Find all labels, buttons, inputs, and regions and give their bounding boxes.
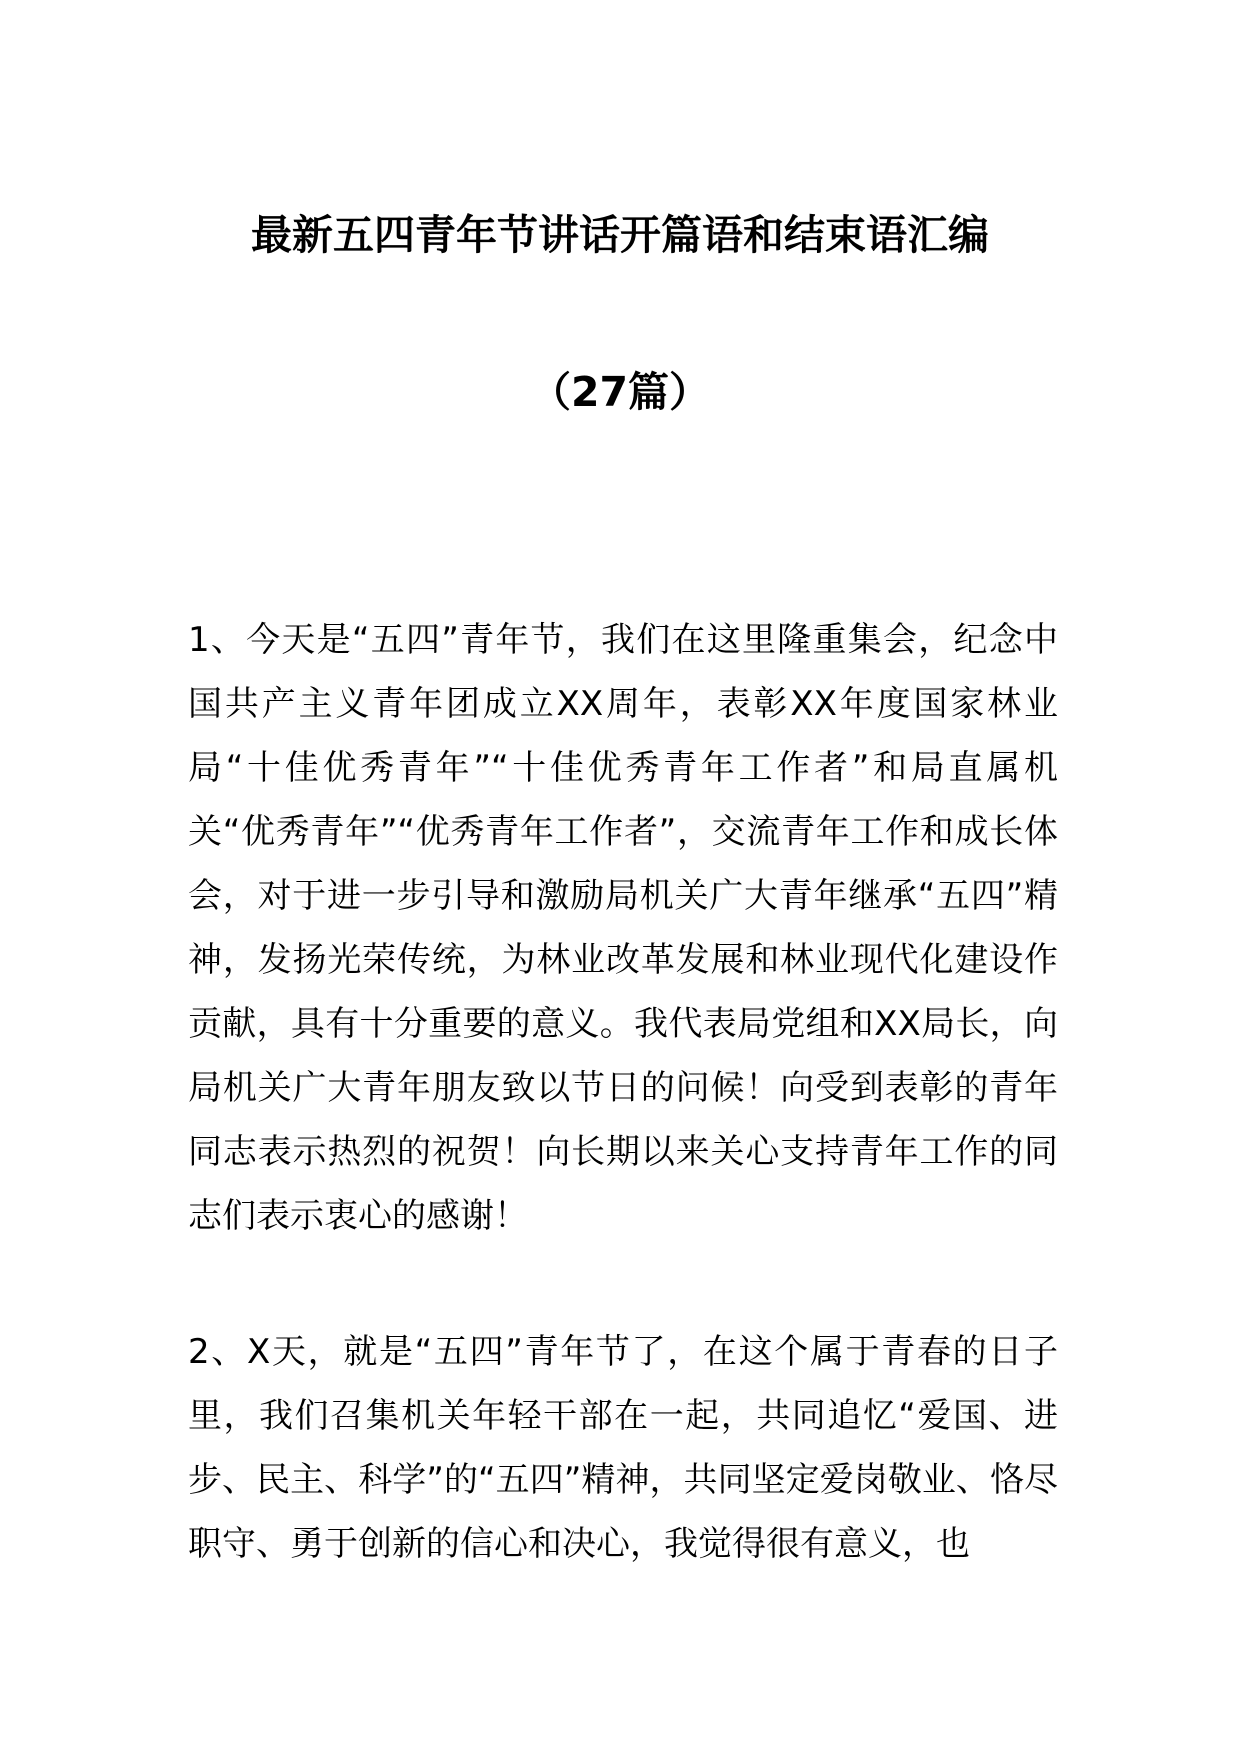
document-subtitle: （27篇）	[529, 368, 711, 416]
document-title: 最新五四青年节讲话开篇语和结束语汇编	[251, 211, 989, 259]
paragraph-1: 1、今天是“五四”青年节，我们在这里隆重集会，纪念中国共产主义青年团成立XX周年，表彰XX年度国家林业局“十佳优秀青年”“十佳优秀青年工作者”和局直属机关“优秀青年”“优秀青年工作者”，交流青年工作和成长体会，对于进一步引导和激励局机关广大青年继承“五四”精神，发扬光荣传统，为林业改革发展和林业现代化建设作贡献，具有十分重要的意义。我代表局党组和XX局长，向局机关广大青年朋友致以节日的问候！向受到表彰的青年同志表示热烈的祝贺！向长期以来关心支持青年工作的同志们表示衷心的感谢！	[188, 620, 1058, 1236]
paragraph-2: 2、X天，就是“五四”青年节了，在这个属于青春的日子里，我们召集机关年轻干部在一起，共同追忆“爱国、进步、民主、科学”的“五四”精神，共同坚定爱岗敬业、恪尽职守、勇于创新的信心和决心，我觉得很有意义，也	[188, 1332, 1058, 1564]
